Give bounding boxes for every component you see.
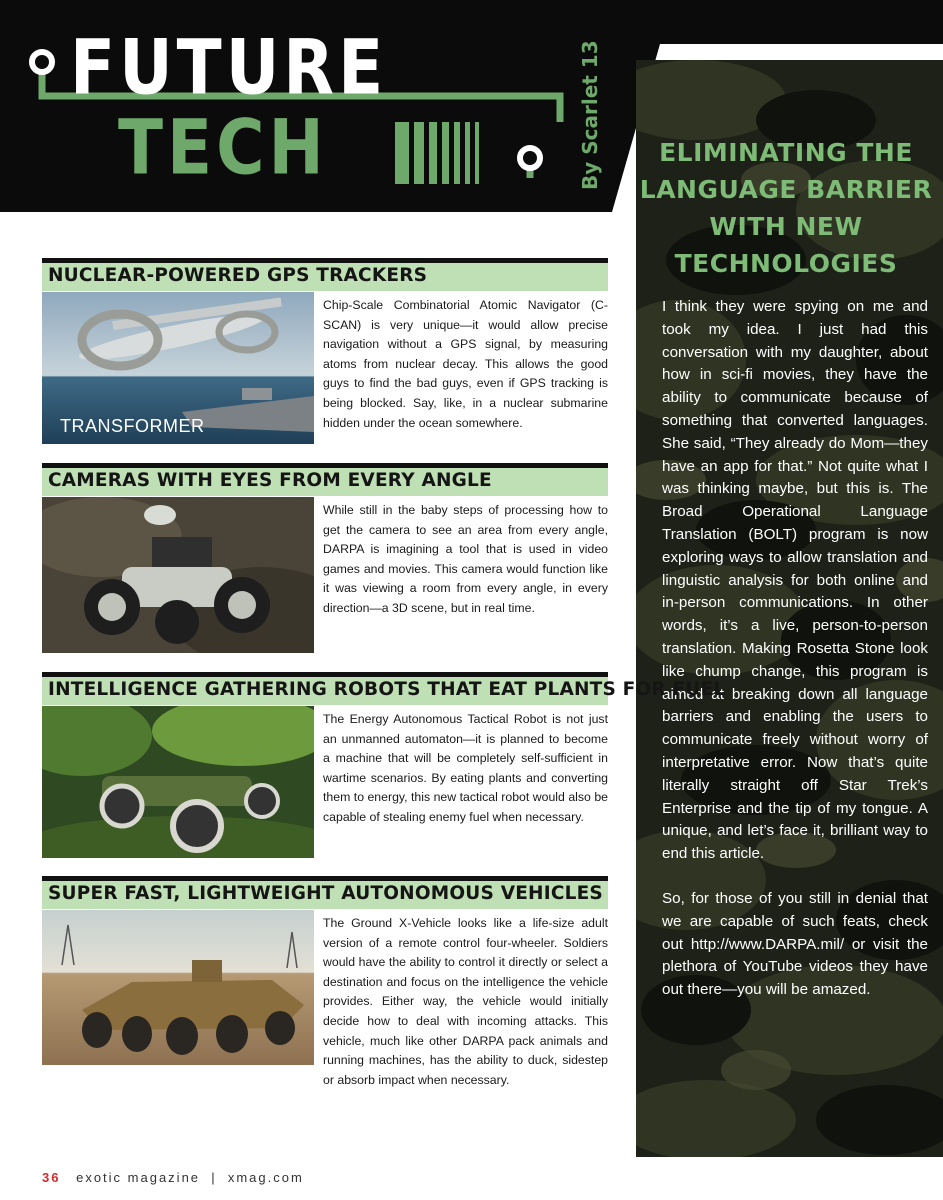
article-cameras <box>42 463 608 615</box>
article-image-forest-robot <box>42 706 314 858</box>
image-caption: TRANSFORMER <box>60 416 205 436</box>
article-body: Chip-Scale Combinatorial Atomic Navigator (C-SCAN) is very unique—it would allow precise navigation without a GPS signal, by measuring atoms from nuclear decay. This allows the good guys to find the bad guys, even if GPS tracking is being blocked. Say, like, in a nuclear submarine hidden under the ocean somewhere. <box>323 298 608 430</box>
article-heading-bar <box>42 672 726 705</box>
article-heading: CAMERAS WITH EYES FROM EVERY ANGLE <box>48 470 492 491</box>
article-heading: NUCLEAR-POWERED GPS TRACKERS <box>48 265 428 286</box>
article-heading-bar <box>42 258 608 291</box>
article-autonomous-vehicles <box>42 876 608 1087</box>
article-gps-trackers <box>42 258 608 436</box>
title-future: FUTURE <box>70 23 388 112</box>
article-body: The Ground X-Vehicle looks like a life-size adult version of a remote control four-wheeler. Soldiers would have the ability to control it directly or select a destination and focus on the intelligence the vehicle provides. Either way, the vehicle would initially decide how to deal with incoming attacks. This vehicle, much like other DARPA pack animals and running machines, has the ability to duck, sidestep or absorb impact when necessary. <box>323 916 608 1087</box>
byline-text: By Scarlet 13 <box>578 40 602 190</box>
article-heading-bar <box>42 463 608 496</box>
sidebar-body <box>662 296 928 1024</box>
article-robots-plants <box>42 672 726 824</box>
page-footer <box>42 1170 304 1185</box>
article-image-aircraft <box>42 292 314 444</box>
footer-text: exotic magazine | xmag.com <box>76 1170 304 1185</box>
sidebar-paragraph: I think they were spying on me and took my idea. I just had this conversation with my daughter, about how in sci-fi movies, they have the ability to communicate because of something that converted languages. She said, “They already do Mom—they have an app for that.” Not quite what I was thinking maybe, but this is. The Broad Operational Language Translation (BOLT) program is now exploring ways to allow translation and linguistic analysis for both online and in-person communications. In other words, it’s a live, person-to-person translation. Making Rosetta Stone look like chump change, this program is aimed at breaking down all language barriers and enabling the users to communicate freely without worry of interpretative error. Now that’s quite literally straight off Star Trek’s Enterprise and the tip of my tongue. A unique, and let’s face it, brilliant way to end this article. <box>662 298 928 863</box>
article-heading-bar <box>42 876 608 909</box>
article-body: While still in the baby steps of processing how to get the camera to see an area from every angle, DARPA is imagining a tool that is used in video games and movies. This camera would function like it was viewing a room from every angle, in every direction—a 3D scene, but in real time. <box>323 503 608 615</box>
sidebar-paragraph: So, for those of you still in denial that we are capable of such feats, check out http://www.DARPA.mil/ or visit the plethora of YouTube videos they have out there—you will be amazed. <box>662 889 928 999</box>
article-image-robot <box>42 497 314 653</box>
article-heading: SUPER FAST, LIGHTWEIGHT AUTONOMOUS VEHICLES <box>48 883 603 904</box>
page-number: 36 <box>42 1170 61 1185</box>
article-body: The Energy Autonomous Tactical Robot is not just an unmanned automaton—it is planned to become a machine that will be completely self-sufficient in wartime scenarios. By eating plants and converting them to energy, this new tactical robot would also be capable of stealing enemy fuel when necessary. <box>323 712 608 824</box>
article-heading: INTELLIGENCE GATHERING ROBOTS THAT EAT PLANTS FOR FUEL <box>48 679 726 700</box>
title-tech: TECH <box>118 103 328 192</box>
byline <box>578 40 602 190</box>
sidebar-heading: ELIMINATING THE LANGUAGE BARRIER WITH NEW TECHNOLOGIES <box>639 138 933 278</box>
sidebar <box>636 60 943 1157</box>
article-image-vehicle <box>42 910 314 1065</box>
